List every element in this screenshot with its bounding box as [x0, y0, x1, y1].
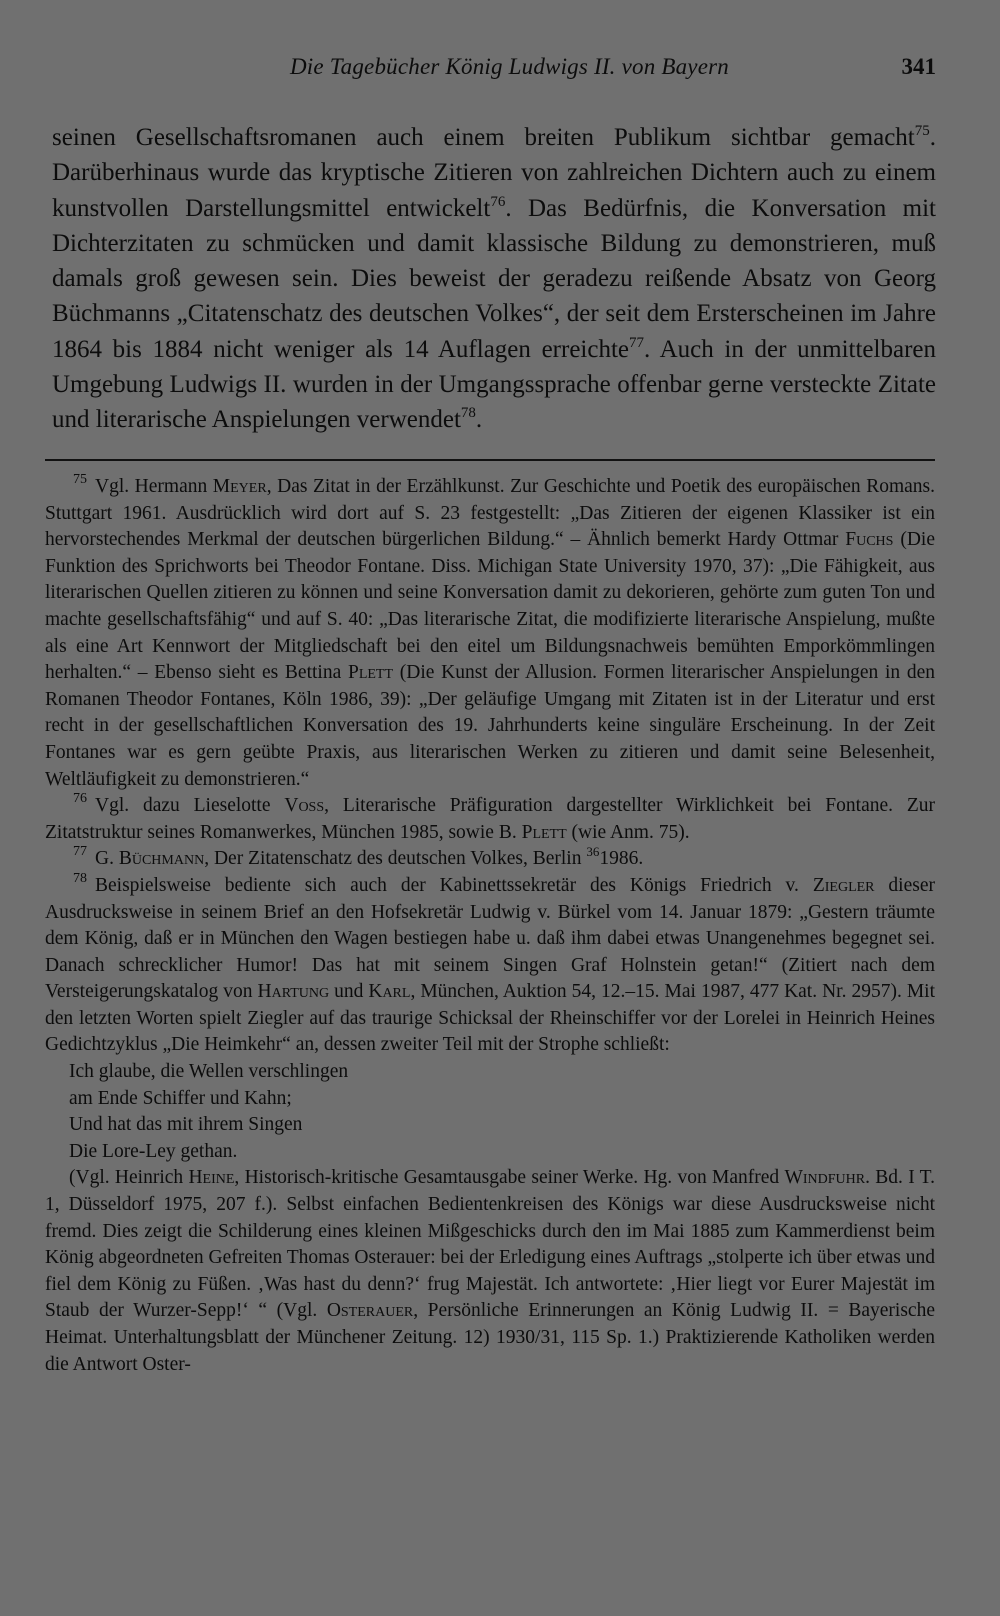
text-run: (Die Kunst der Allusion. Formen literarischer Anspielungen in den Romanen Theodor Fontanes, Köln 1986, 39): „Der geläufige Umgang mit Zitaten ist in der Literatur und erst recht in der gesellschaftlichen Konversation des 19. Jahrhunderts keine singuläre Erscheinung. In der Zeit Fontanes war es gern geübte Praxis, aus literarischen Werken zu zitieren und damit seine Belesenheit, Weltläufigkeit zu demonstrieren.“: [45, 662, 935, 790]
text-run: 1986.: [599, 848, 644, 870]
author-name: Büchmann: [118, 848, 205, 870]
text-run: , Persönliche Erinnerungen an König Ludwig II. = Bayerische Heimat. Unterhaltungsblatt der Münchener Zeitung. 12) 1930/31, 115 Sp. 1.) Praktizierende Katholiken werden die Antwort Oster-: [45, 1300, 935, 1375]
author-name: Hartung: [257, 981, 330, 1003]
author-name: Windfuhr: [784, 1167, 866, 1189]
author-name: Plett: [347, 662, 394, 684]
text-run: (wie Anm. 75).: [566, 821, 690, 843]
verse-line: Ich glaube, die Wellen verschlingen: [69, 1061, 349, 1083]
running-title: Die Tagebücher König Ludwigs II. von Bayern: [290, 54, 729, 79]
author-name: Osterauer: [326, 1300, 414, 1322]
verse-quote: [45, 1059, 935, 1165]
text-run: (Die Funktion des Sprichworts bei Theodor Fontane. Diss. Michigan State University 1970, 37): „Die Fähigkeit, aus literarischen Quellen zitieren zu können und seine Konversation damit zu dekorieren, gehörte zum guten Ton und machte gesellschaftsfähig“ und auf S. 40: „Das literarische Zitat, die modifizierte literarische Anspielung, mußte als eine Art Kennwort der Mitgliedschaft bei den eitel um Bildungsnachweis bemühten Emporkömmlingen herhalten.“ – Ebenso sieht es Bettina: [45, 529, 935, 684]
text-run: Vgl. dazu Lieselotte: [95, 795, 285, 817]
author-name: Heine: [188, 1167, 235, 1189]
text-run: , Der Zitatenschatz des deutschen Volkes, Berlin: [204, 848, 587, 870]
verse-line: Die Lore-Ley gethan.: [69, 1140, 238, 1162]
footnote-78-continuation: [45, 1165, 935, 1378]
text-run: , Das Zitat in der Erzählkunst. Zur Geschichte und Poetik des europäischen Romans. Stuttgart 1961. Ausdrücklich wird dort auf S. 23 festgestellt: „Das Zitieren der eigenen Klassiker ist ein hervorstechendes Merkmal der deutschen bürgerlichen Bildung.“ – Ähnlich bemerkt Hardy Ottmar: [45, 476, 935, 551]
main-paragraph: [52, 120, 936, 438]
footnote-76: 76 Vgl. dazu Lieselotte Voss, Literarische Präfiguration dargestellter Wirklichkeit bei Fontane. Zur Zitatstruktur seines Romanwerkes, München 1985, sowie B. Plett (wie Anm. 75).: [45, 791, 935, 843]
author-name: Voss: [284, 795, 325, 817]
text-run: , München, Auktion 54, 12.–15. Mai 1987, 477 Kat. Nr. 2957). Mit den letzten Worten spielt Ziegler auf das traurige Schicksal der Rheinschiffer vor der Lorelei in Heinrich Heines Gedichtzyklus „Die Heimkehr“ an, dessen zweiter Teil mit der Strophe schließt:: [45, 981, 935, 1056]
footnote-ref-77: 77: [629, 334, 645, 351]
text-run: seinen Gesellschaftsromanen auch einem breiten Publikum sichtbar gemacht: [52, 124, 915, 151]
footnote-75: 75 Vgl. Hermann Meyer, Das Zitat in der Erzählkunst. Zur Geschichte und Poetik des europäischen Romans. Stuttgart 1961. Ausdrücklich wird dort auf S. 23 festgestellt: „Das Zitieren der eigenen Klassiker ist ein hervorstechendes Merkmal der deutschen bürgerlichen Bildung.“ – Ähnlich bemerkt Hardy Ottmar Fuchs (Die Funktion des Sprichworts bei Theodor Fontane. Diss. Michigan State University 1970, 37): „Die Fähigkeit, aus literarischen Quellen zitieren zu können und seine Konversation damit zu dekorieren, gehörte zum guten Ton und machte gesellschaftsfähig“ und auf S. 40: „Das literarische Zitat, die modifizierte literarische Anspielung, mußte als eine Art Kennwort der Mitgliedschaft bei den eitel um Bildungsnachweis bemühten Emporkömmlingen herhalten.“ – Ebenso sieht es Bettina Plett (Die Kunst der Allusion. Formen literarischer Anspielungen in den Romanen Theodor Fontanes, Köln 1986, 39): „Der geläufige Umgang mit Zitaten ist in der Literatur und erst recht in der gesellschaftlichen Konversation des 19. Jahrhunderts keine singuläre Erscheinung. In der Zeit Fontanes war es gern geübte Praxis, aus literarischen Werken zu zitieren und damit seine Belesenheit, Weltläufigkeit zu demonstrieren.“: [45, 472, 935, 790]
verse-line: Und hat das mit ihrem Singen: [69, 1114, 303, 1136]
edition-superscript: 36: [586, 844, 600, 860]
page-number: 341: [901, 54, 936, 79]
verse-line: am Ende Schiffer und Kahn;: [69, 1087, 292, 1109]
text-run: (Vgl. Heinrich: [69, 1167, 189, 1189]
text-run: , Historisch-kritische Gesamtausgabe seiner Werke. Hg. von Manfred: [234, 1167, 785, 1189]
text-run: . Darüberhinaus wurde das kryptische Zitieren von zahlreichen Dichtern auch zu einem kunstvollen Darstellungsmittel entwickelt: [52, 124, 936, 222]
footnote-ref-78: 78: [460, 405, 476, 422]
footnote-ref-76: 76: [490, 193, 506, 210]
page-header: [52, 54, 936, 88]
text-run: . Auch in der unmittelbaren Umgebung Ludwigs II. wurden in der Umgangssprache offenbar gerne versteckte Zitate und literarische Anspielungen verwendet: [52, 335, 936, 434]
footnotes: [45, 474, 935, 1378]
footnote-ref-75: 75: [914, 123, 930, 139]
text-run: Beispielsweise bediente sich auch der Kabinettssekretär des Königs Friedrich v.: [95, 874, 813, 896]
text-run: Vgl. Hermann: [95, 476, 213, 497]
author-name: Karl: [368, 981, 411, 1003]
author-name: Meyer: [212, 476, 267, 497]
footnote-77: 77 G. Büchmann, Der Zitatenschatz des deutschen Volkes, Berlin $^{36}$1986.: [73, 844, 644, 870]
text-run: , Literarische Präfiguration dargestellter Wirklichkeit bei Fontane. Zur Zitatstruktur seines Romanwerkes, München 1985, sowie B.: [45, 795, 935, 843]
text-run: . Bd. I T. 1, Düsseldorf 1975, 207 f.). Selbst einfachen Bedientenkreisen des Königs war diese Ausdrucksweise nicht fremd. Dies zeigt die Schilderung eines kleinen Mißgeschicks durch den im Mai 1885 zum Kammerdienst beim König abgeordneten Gefreiten Thomas Osterauer: bei der Erledigung eines Auftrags „stolperte ich über etwas und fiel dem König zu Füßen. ‚Was hast du denn?‘ frug Majestät. Ich antwortete: ‚Hier liegt vor Eurer Majestät im Staub der Wurzer-Sepp!‘ “ (Vgl.: [45, 1167, 936, 1322]
text-run: dieser Ausdrucksweise in seinem Brief an den Hofsekretär Ludwig v. Bürkel vom 14. Januar 1879: „Gestern träumte dem König, daß er in München den Wagen bestiegen habe u. daß ihm dabei etwas Unangenehmes begegnet sei. Danach schrecklicher Humor! Das hat mit seinem Singen Graf Holnstein getan!“ (Zitiert nach dem Versteigerungskatalog von: [45, 874, 935, 1003]
footnote-rule: [45, 459, 935, 461]
text-run: und: [329, 981, 369, 1003]
text-run: . Das Bedürfnis, die Konversation mit Dichterzitaten zu schmücken und damit klassische Bildung zu demonstrieren, muß damals groß gewesen sein. Dies beweist der geradezu reißende Absatz von Georg Büchmanns „Citatenschatz des deutschen Volkes“, der seit dem Ersterscheinen im Jahre 1864 bis 1884 nicht weniger als 14 Auflagen erreichte: [52, 194, 936, 363]
author-name: Plett: [521, 821, 567, 843]
text-run: .: [475, 406, 483, 434]
author-name: Fuchs: [845, 529, 894, 551]
text-run: G.: [95, 848, 119, 870]
author-name: Ziegler: [812, 874, 875, 896]
main-text: [52, 120, 936, 438]
footnote-78: 78 Beispielsweise bediente sich auch der Kabinettssekretär des Königs Friedrich v. Ziegler dieser Ausdrucksweise in seinem Brief an den Hofsekretär Ludwig v. Bürkel vom 14. Januar 1879: „Gestern träumte dem König, daß er in München den Wagen bestiegen habe u. daß ihm dabei etwas Unangenehmes begegnet sei. Danach schrecklicher Humor! Das hat mit seinem Singen Graf Holnstein getan!“ (Zitiert nach dem Versteigerungskatalog von Hartung und Karl, München, Auktion 54, 12.–15. Mai 1987, 477 Kat. Nr. 2957). Mit den letzten Worten spielt Ziegler auf das traurige Schicksal der Rheinschiffer vor der Lorelei in Heinrich Heines Gedichtzyklus „Die Heimkehr“ an, dessen zweiter Teil mit der Strophe schließt:: [45, 870, 935, 1056]
